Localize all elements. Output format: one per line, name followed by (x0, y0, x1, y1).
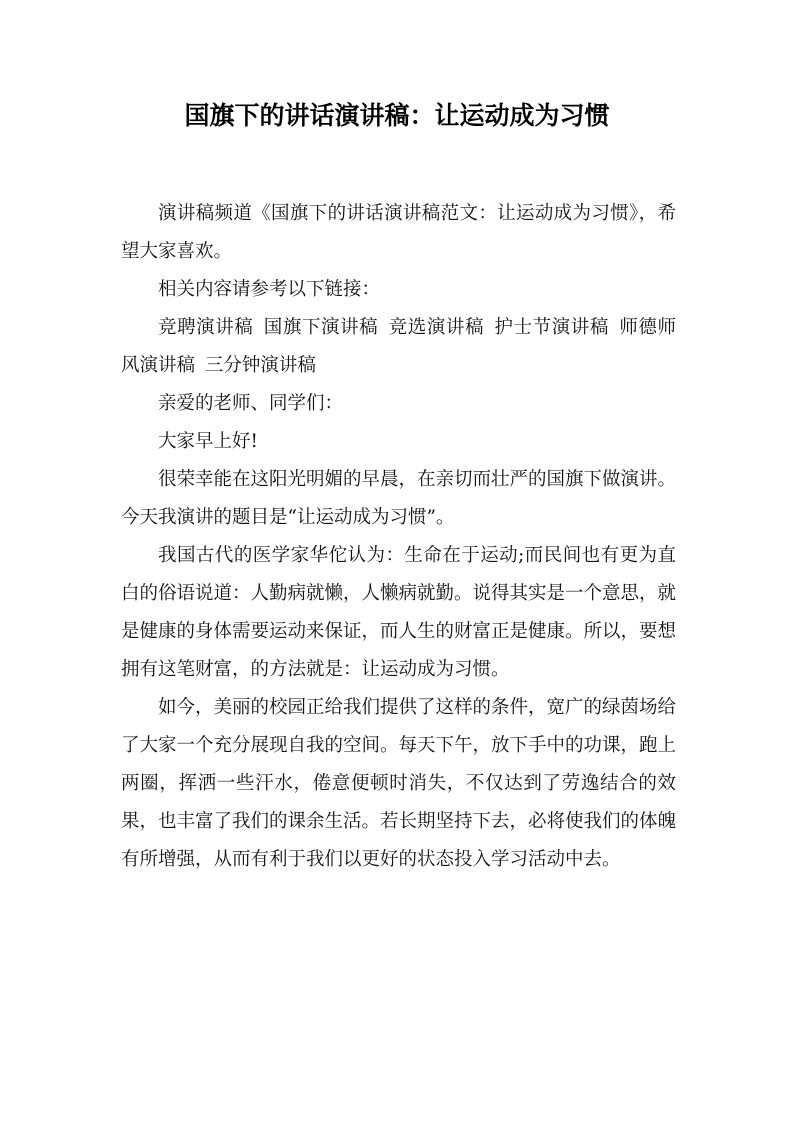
document-body (121, 195, 676, 879)
paragraph-body-2: 如今，美丽的校园正给我们提供了这样的条件，宽广的绿茵场给了大家一个充分展现自我的空间。每天下午，放下手中的功课，跑上两圈，挥洒一些汗水，倦意便顿时消失，不仅达到了劳逸结合的效果，也丰富了我们的课余生活。若长期坚持下去，必将使我们的体魄有所增强，从而有利于我们以更好的状态投入学习活动中去。 (121, 697, 677, 870)
paragraph-salutation: 亲爱的老师、同学们： (158, 393, 344, 414)
page-title: 国旗下的讲话演讲稿：让运动成为习惯 (184, 101, 610, 130)
paragraph-related-links-label: 相关内容请参考以下链接： (158, 279, 381, 300)
paragraph-opening: 很荣幸能在这阳光明媚的早晨，在亲切而壮严的国旗下做演讲。今天我演讲的题目是“让运动成为习惯”。 (121, 469, 677, 528)
paragraph-body-1: 我国古代的医学家华佗认为：生命在于运动;而民间也有更为直白的俗语说道：人勤病就懒，人懒病就勤。说得其实是一个意思，就是健康的身体需要运动来保证，而人生的财富正是健康。所以，要想拥有这笔财富，的方法就是：让运动成为习惯。 (121, 545, 677, 680)
paragraph-greeting: 大家早上好! (158, 431, 258, 452)
paragraph-related-links: 竞聘演讲稿 国旗下演讲稿 竞选演讲稿 护士节演讲稿 师德师风演讲稿 三分钟演讲稿 (121, 317, 676, 376)
paragraph-intro: 演讲稿频道《国旗下的讲话演讲稿范文：让运动成为习惯》，希望大家喜欢。 (121, 203, 676, 262)
